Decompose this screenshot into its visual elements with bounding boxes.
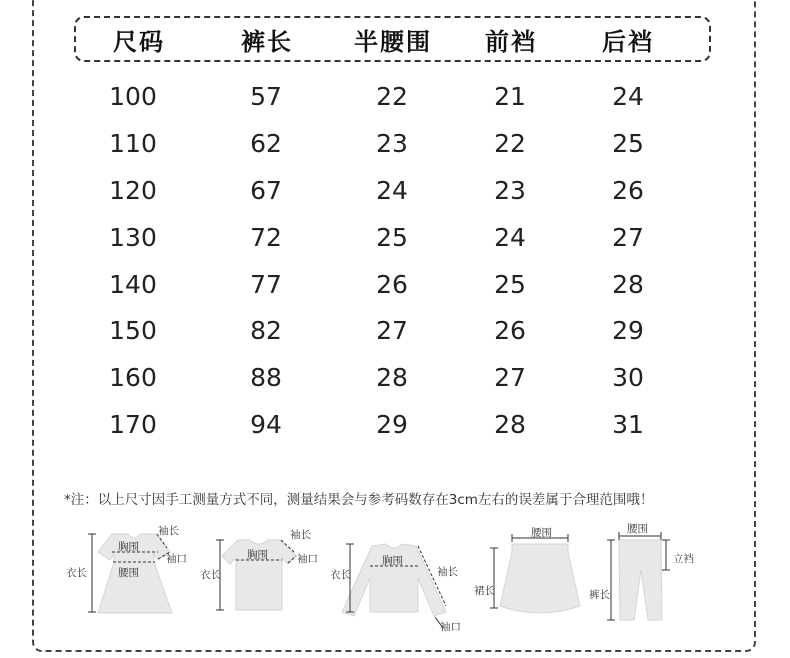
cell-size: 120 — [109, 176, 157, 205]
dress-bust-label: 胸围 — [118, 541, 139, 553]
cell-size: 140 — [109, 270, 157, 299]
skirt-diagram-icon — [474, 527, 580, 613]
header-back-rise: 后裆 — [602, 28, 654, 56]
sweater-length-label: 衣长 — [330, 569, 351, 581]
cell-pants-length: 62 — [250, 129, 282, 158]
tshirt-bust-label: 胸围 — [247, 549, 268, 561]
cell-front-rise: 27 — [494, 363, 526, 392]
cell-back-rise: 31 — [612, 410, 644, 439]
cell-size: 110 — [109, 129, 157, 158]
skirt-length-label: 裙长 — [474, 585, 495, 597]
cell-half-waist: 23 — [376, 129, 408, 158]
cell-half-waist: 22 — [376, 82, 408, 111]
tshirt-diagram-icon — [200, 528, 318, 610]
skirt-waist-label: 腰围 — [531, 527, 552, 539]
cell-pants-length: 82 — [250, 316, 282, 345]
cell-size: 150 — [109, 316, 157, 345]
cell-half-waist: 27 — [376, 316, 408, 345]
pants-length-label: 裤长 — [589, 589, 610, 601]
pants-waist-label: 腰围 — [627, 523, 648, 535]
cell-back-rise: 28 — [612, 270, 644, 299]
cell-half-waist: 26 — [376, 270, 408, 299]
cell-front-rise: 21 — [494, 82, 526, 111]
dress-waist-label: 腰围 — [118, 567, 139, 579]
dress-diagram-icon — [66, 524, 187, 613]
cell-front-rise: 23 — [494, 176, 526, 205]
cell-back-rise: 29 — [612, 316, 644, 345]
cell-back-rise: 25 — [612, 129, 644, 158]
header-front-rise: 前裆 — [485, 28, 537, 56]
cell-half-waist: 29 — [376, 410, 408, 439]
cell-half-waist: 25 — [376, 223, 408, 252]
cell-back-rise: 24 — [612, 82, 644, 111]
cell-size: 160 — [109, 363, 157, 392]
cell-pants-length: 88 — [250, 363, 282, 392]
cell-front-rise: 24 — [494, 223, 526, 252]
cell-half-waist: 28 — [376, 363, 408, 392]
cell-back-rise: 26 — [612, 176, 644, 205]
sweater-bust-label: 胸围 — [382, 555, 403, 567]
cell-pants-length: 94 — [250, 410, 282, 439]
sweater-sleeve-length-label: 袖长 — [437, 566, 458, 578]
dress-length-label: 衣长 — [66, 567, 87, 579]
dress-sleeve-length-label: 袖长 — [158, 525, 179, 537]
tshirt-length-label: 衣长 — [200, 569, 221, 581]
cell-front-rise: 26 — [494, 316, 526, 345]
cell-size: 170 — [109, 410, 157, 439]
sweater-diagram-icon — [330, 544, 461, 633]
cell-back-rise: 30 — [612, 363, 644, 392]
header-half-waist: 半腰围 — [354, 28, 432, 56]
cell-front-rise: 25 — [494, 270, 526, 299]
cell-size: 100 — [109, 82, 157, 111]
header-pants-length: 裤长 — [241, 28, 293, 56]
cell-size: 130 — [109, 223, 157, 252]
cell-pants-length: 57 — [250, 82, 282, 111]
dress-cuff-label: 袖口 — [166, 553, 187, 565]
cell-pants-length: 77 — [250, 270, 282, 299]
tshirt-cuff-label: 袖口 — [297, 553, 318, 565]
pants-rise-label: 立裆 — [673, 553, 694, 565]
cell-pants-length: 72 — [250, 223, 282, 252]
sweater-cuff-label: 袖口 — [440, 621, 461, 633]
cell-half-waist: 24 — [376, 176, 408, 205]
cell-back-rise: 27 — [612, 223, 644, 252]
cell-front-rise: 22 — [494, 129, 526, 158]
header-size: 尺码 — [113, 28, 165, 56]
cell-pants-length: 67 — [250, 176, 282, 205]
cell-front-rise: 28 — [494, 410, 526, 439]
measurement-note: *注：以上尺寸因手工测量方式不同，测量结果会与参考码数存在3cm左右的误差属于合理范围哦！ — [64, 492, 654, 508]
tshirt-sleeve-length-label: 袖长 — [290, 529, 311, 541]
pants-diagram-icon — [589, 523, 694, 620]
